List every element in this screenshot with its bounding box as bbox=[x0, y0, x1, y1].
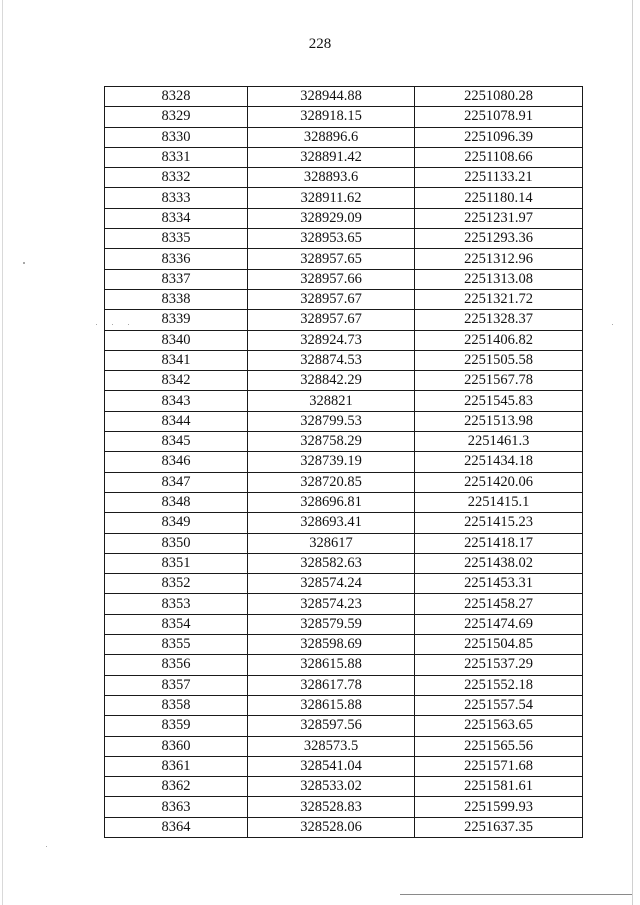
x-coordinate-cell: 328929.09 bbox=[248, 208, 415, 228]
table-row bbox=[105, 87, 583, 107]
y-coordinate-cell: 2251312.96 bbox=[415, 249, 583, 269]
y-coordinate-cell: 2251293.36 bbox=[415, 229, 583, 249]
x-coordinate-cell: 328615.88 bbox=[248, 655, 415, 675]
table-row bbox=[105, 188, 583, 208]
scan-edge-bottom bbox=[400, 894, 632, 895]
x-coordinate-cell: 328758.29 bbox=[248, 432, 415, 452]
x-coordinate-cell: 328799.53 bbox=[248, 411, 415, 431]
point-number-cell: 8338 bbox=[105, 289, 248, 309]
table-row bbox=[105, 574, 583, 594]
y-coordinate-cell: 2251637.35 bbox=[415, 817, 583, 837]
point-number-cell: 8359 bbox=[105, 716, 248, 736]
point-number-cell: 8361 bbox=[105, 756, 248, 776]
table-row bbox=[105, 310, 583, 330]
y-coordinate-cell: 2251078.91 bbox=[415, 107, 583, 127]
x-coordinate-cell: 328598.69 bbox=[248, 635, 415, 655]
y-coordinate-cell: 2251557.54 bbox=[415, 695, 583, 715]
point-number-cell: 8344 bbox=[105, 411, 248, 431]
table-row bbox=[105, 655, 583, 675]
x-coordinate-cell: 328573.5 bbox=[248, 736, 415, 756]
table-row bbox=[105, 127, 583, 147]
x-coordinate-cell: 328739.19 bbox=[248, 452, 415, 472]
x-coordinate-cell: 328874.53 bbox=[248, 350, 415, 370]
point-number-cell: 8351 bbox=[105, 553, 248, 573]
point-number-cell: 8358 bbox=[105, 695, 248, 715]
x-coordinate-cell: 328528.06 bbox=[248, 817, 415, 837]
y-coordinate-cell: 2251080.28 bbox=[415, 87, 583, 107]
table-row bbox=[105, 269, 583, 289]
x-coordinate-cell: 328533.02 bbox=[248, 777, 415, 797]
point-number-cell: 8329 bbox=[105, 107, 248, 127]
y-coordinate-cell: 2251438.02 bbox=[415, 553, 583, 573]
y-coordinate-cell: 2251513.98 bbox=[415, 411, 583, 431]
y-coordinate-cell: 2251328.37 bbox=[415, 310, 583, 330]
x-coordinate-cell: 328693.41 bbox=[248, 513, 415, 533]
point-number-cell: 8331 bbox=[105, 147, 248, 167]
y-coordinate-cell: 2251418.17 bbox=[415, 533, 583, 553]
table-row bbox=[105, 716, 583, 736]
y-coordinate-cell: 2251545.83 bbox=[415, 391, 583, 411]
table-row bbox=[105, 635, 583, 655]
point-number-cell: 8354 bbox=[105, 614, 248, 634]
table-row bbox=[105, 350, 583, 370]
x-coordinate-cell: 328891.42 bbox=[248, 147, 415, 167]
point-number-cell: 8357 bbox=[105, 675, 248, 695]
table-row bbox=[105, 107, 583, 127]
table-row bbox=[105, 391, 583, 411]
x-coordinate-cell: 328842.29 bbox=[248, 371, 415, 391]
x-coordinate-cell: 328582.63 bbox=[248, 553, 415, 573]
x-coordinate-cell: 328957.67 bbox=[248, 310, 415, 330]
table-row bbox=[105, 452, 583, 472]
x-coordinate-cell: 328720.85 bbox=[248, 472, 415, 492]
y-coordinate-cell: 2251415.1 bbox=[415, 492, 583, 512]
point-number-cell: 8334 bbox=[105, 208, 248, 228]
x-coordinate-cell: 328821 bbox=[248, 391, 415, 411]
table-row bbox=[105, 675, 583, 695]
x-coordinate-cell: 328957.67 bbox=[248, 289, 415, 309]
y-coordinate-cell: 2251458.27 bbox=[415, 594, 583, 614]
table-row bbox=[105, 492, 583, 512]
point-number-cell: 8353 bbox=[105, 594, 248, 614]
y-coordinate-cell: 2251415.23 bbox=[415, 513, 583, 533]
scan-speck bbox=[96, 324, 97, 325]
point-number-cell: 8355 bbox=[105, 635, 248, 655]
x-coordinate-cell: 328893.6 bbox=[248, 168, 415, 188]
table-row bbox=[105, 513, 583, 533]
y-coordinate-cell: 2251406.82 bbox=[415, 330, 583, 350]
x-coordinate-cell: 328944.88 bbox=[248, 87, 415, 107]
x-coordinate-cell: 328574.23 bbox=[248, 594, 415, 614]
y-coordinate-cell: 2251504.85 bbox=[415, 635, 583, 655]
point-number-cell: 8364 bbox=[105, 817, 248, 837]
y-coordinate-cell: 2251537.29 bbox=[415, 655, 583, 675]
point-number-cell: 8352 bbox=[105, 574, 248, 594]
y-coordinate-cell: 2251313.08 bbox=[415, 269, 583, 289]
y-coordinate-cell: 2251321.72 bbox=[415, 289, 583, 309]
point-number-cell: 8350 bbox=[105, 533, 248, 553]
x-coordinate-cell: 328918.15 bbox=[248, 107, 415, 127]
point-number-cell: 8356 bbox=[105, 655, 248, 675]
point-number-cell: 8343 bbox=[105, 391, 248, 411]
y-coordinate-cell: 2251567.78 bbox=[415, 371, 583, 391]
point-number-cell: 8337 bbox=[105, 269, 248, 289]
scan-edge-right bbox=[632, 0, 633, 905]
y-coordinate-cell: 2251581.61 bbox=[415, 777, 583, 797]
point-number-cell: 8336 bbox=[105, 249, 248, 269]
table-row bbox=[105, 553, 583, 573]
point-number-cell: 8360 bbox=[105, 736, 248, 756]
point-number-cell: 8333 bbox=[105, 188, 248, 208]
y-coordinate-cell: 2251133.21 bbox=[415, 168, 583, 188]
y-coordinate-cell: 2251096.39 bbox=[415, 127, 583, 147]
point-number-cell: 8345 bbox=[105, 432, 248, 452]
x-coordinate-cell: 328896.6 bbox=[248, 127, 415, 147]
table-row bbox=[105, 411, 583, 431]
point-number-cell: 8349 bbox=[105, 513, 248, 533]
x-coordinate-cell: 328953.65 bbox=[248, 229, 415, 249]
x-coordinate-cell: 328615.88 bbox=[248, 695, 415, 715]
point-number-cell: 8339 bbox=[105, 310, 248, 330]
x-coordinate-cell: 328579.59 bbox=[248, 614, 415, 634]
table-row bbox=[105, 330, 583, 350]
point-number-cell: 8335 bbox=[105, 229, 248, 249]
table-row bbox=[105, 168, 583, 188]
x-coordinate-cell: 328617 bbox=[248, 533, 415, 553]
coordinates-table-body bbox=[105, 87, 583, 838]
point-number-cell: 8346 bbox=[105, 452, 248, 472]
y-coordinate-cell: 2251453.31 bbox=[415, 574, 583, 594]
coordinates-table bbox=[104, 86, 583, 838]
table-row bbox=[105, 289, 583, 309]
table-row bbox=[105, 777, 583, 797]
table-row bbox=[105, 797, 583, 817]
x-coordinate-cell: 328957.66 bbox=[248, 269, 415, 289]
point-number-cell: 8348 bbox=[105, 492, 248, 512]
y-coordinate-cell: 2251180.14 bbox=[415, 188, 583, 208]
x-coordinate-cell: 328911.62 bbox=[248, 188, 415, 208]
y-coordinate-cell: 2251461.3 bbox=[415, 432, 583, 452]
point-number-cell: 8341 bbox=[105, 350, 248, 370]
table-row bbox=[105, 147, 583, 167]
scan-speck bbox=[23, 262, 25, 264]
table-row bbox=[105, 249, 583, 269]
y-coordinate-cell: 2251565.56 bbox=[415, 736, 583, 756]
scan-edge-left bbox=[2, 0, 3, 905]
point-number-cell: 8330 bbox=[105, 127, 248, 147]
y-coordinate-cell: 2251505.58 bbox=[415, 350, 583, 370]
point-number-cell: 8332 bbox=[105, 168, 248, 188]
x-coordinate-cell: 328957.65 bbox=[248, 249, 415, 269]
y-coordinate-cell: 2251108.66 bbox=[415, 147, 583, 167]
x-coordinate-cell: 328597.56 bbox=[248, 716, 415, 736]
table-row bbox=[105, 432, 583, 452]
y-coordinate-cell: 2251474.69 bbox=[415, 614, 583, 634]
table-row bbox=[105, 756, 583, 776]
page-number: 228 bbox=[308, 36, 332, 52]
table-row bbox=[105, 594, 583, 614]
table-row bbox=[105, 736, 583, 756]
y-coordinate-cell: 2251571.68 bbox=[415, 756, 583, 776]
table-row bbox=[105, 533, 583, 553]
point-number-cell: 8363 bbox=[105, 797, 248, 817]
x-coordinate-cell: 328541.04 bbox=[248, 756, 415, 776]
table-row bbox=[105, 371, 583, 391]
y-coordinate-cell: 2251231.97 bbox=[415, 208, 583, 228]
table-row bbox=[105, 229, 583, 249]
table-row bbox=[105, 614, 583, 634]
point-number-cell: 8340 bbox=[105, 330, 248, 350]
point-number-cell: 8362 bbox=[105, 777, 248, 797]
y-coordinate-cell: 2251552.18 bbox=[415, 675, 583, 695]
x-coordinate-cell: 328574.24 bbox=[248, 574, 415, 594]
table-row bbox=[105, 817, 583, 837]
x-coordinate-cell: 328617.78 bbox=[248, 675, 415, 695]
y-coordinate-cell: 2251563.65 bbox=[415, 716, 583, 736]
scan-speck bbox=[612, 324, 613, 325]
y-coordinate-cell: 2251420.06 bbox=[415, 472, 583, 492]
scan-speck bbox=[46, 846, 47, 847]
y-coordinate-cell: 2251434.18 bbox=[415, 452, 583, 472]
x-coordinate-cell: 328924.73 bbox=[248, 330, 415, 350]
point-number-cell: 8328 bbox=[105, 87, 248, 107]
x-coordinate-cell: 328528.83 bbox=[248, 797, 415, 817]
table-row bbox=[105, 472, 583, 492]
table-row bbox=[105, 695, 583, 715]
point-number-cell: 8347 bbox=[105, 472, 248, 492]
table-row bbox=[105, 208, 583, 228]
point-number-cell: 8342 bbox=[105, 371, 248, 391]
x-coordinate-cell: 328696.81 bbox=[248, 492, 415, 512]
y-coordinate-cell: 2251599.93 bbox=[415, 797, 583, 817]
